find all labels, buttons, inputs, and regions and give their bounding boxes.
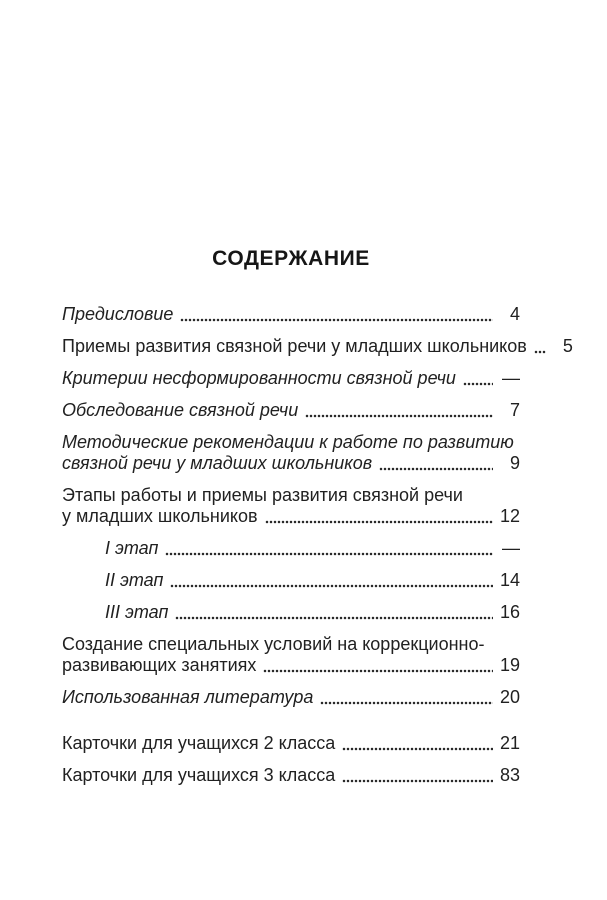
entry-title: Приемы развития связной речи у младших школьников [62,336,527,356]
entry-last-line [62,655,520,676]
toc-entry [62,485,520,527]
dot-leader [180,304,493,325]
entry-title: Обследование связной речи [62,400,299,420]
entry-title: развивающих занятиях [62,655,257,675]
entry-title-line: Методические рекомендации к работе по развитию [62,432,514,452]
entry-last-line [62,400,520,421]
entry-page-number: 14 [499,570,520,590]
entry-last-line [62,733,520,754]
toc-entry [62,634,520,676]
toc-entry [62,687,520,708]
entry-last-line [105,602,520,623]
toc-entry [62,432,520,474]
entry-title: III этап [105,602,169,622]
entry-page-number: 19 [499,655,520,675]
entry-last-line [62,453,520,474]
toc-entry [62,570,520,591]
entry-title: I этап [105,538,159,558]
dot-leader [320,687,493,708]
entry-last-line [62,687,520,708]
entry-page-number: 12 [499,506,520,526]
entry-title: Использованная литература [62,687,314,707]
dot-leader [165,538,493,559]
toc-entry [62,733,520,754]
dot-leader [342,733,493,754]
entry-last-line [62,765,520,786]
entry-title-line: Этапы работы и приемы развития связной речи [62,485,463,505]
toc-entry [62,400,520,421]
entry-last-line [62,368,520,389]
entry-last-line [62,304,520,325]
dot-leader [534,336,546,357]
entry-page-number: 16 [499,602,520,622]
entry-page-number: — [502,368,520,388]
entry-title: Карточки для учащихся 2 класса [62,733,336,753]
entry-page-number: — [502,538,520,558]
toc-entry [62,336,573,357]
dot-leader [305,400,493,421]
entry-page-number: 5 [562,336,573,356]
entry-last-line [105,538,520,559]
entry-last-line [62,336,573,357]
dot-leader [379,453,493,474]
entry-page-number: 21 [499,733,520,753]
toc-entry [62,602,520,623]
entry-title: Карточки для учащихся 3 класса [62,765,336,785]
dot-leader [170,570,493,591]
toc-entry [62,304,520,325]
entry-page-number: 4 [509,304,520,324]
entry-page-number: 7 [509,400,520,420]
entry-last-line [62,506,520,527]
dot-leader [265,506,493,527]
toc-entry [62,765,520,786]
dot-leader [463,368,493,389]
entry-page-number: 83 [499,765,520,785]
entry-last-line [105,570,520,591]
entry-title: у младших школьников [62,506,258,526]
entry-page-number: 9 [509,453,520,473]
dot-leader [175,602,493,623]
entry-title: II этап [105,570,164,590]
entry-title: Предисловие [62,304,174,324]
toc-entry [62,368,520,389]
page-title: СОДЕРЖАНИЕ [212,247,370,270]
toc-entries [62,304,573,786]
toc-entry [62,538,520,559]
entry-title-line: Создание специальных условий на коррекционно- [62,634,485,654]
entry-title: связной речи у младших школьников [62,453,373,473]
dot-leader [263,655,493,676]
dot-leader [342,765,493,786]
entry-title: Критерии несформированности связной речи [62,368,456,388]
entry-page-number: 20 [499,687,520,707]
